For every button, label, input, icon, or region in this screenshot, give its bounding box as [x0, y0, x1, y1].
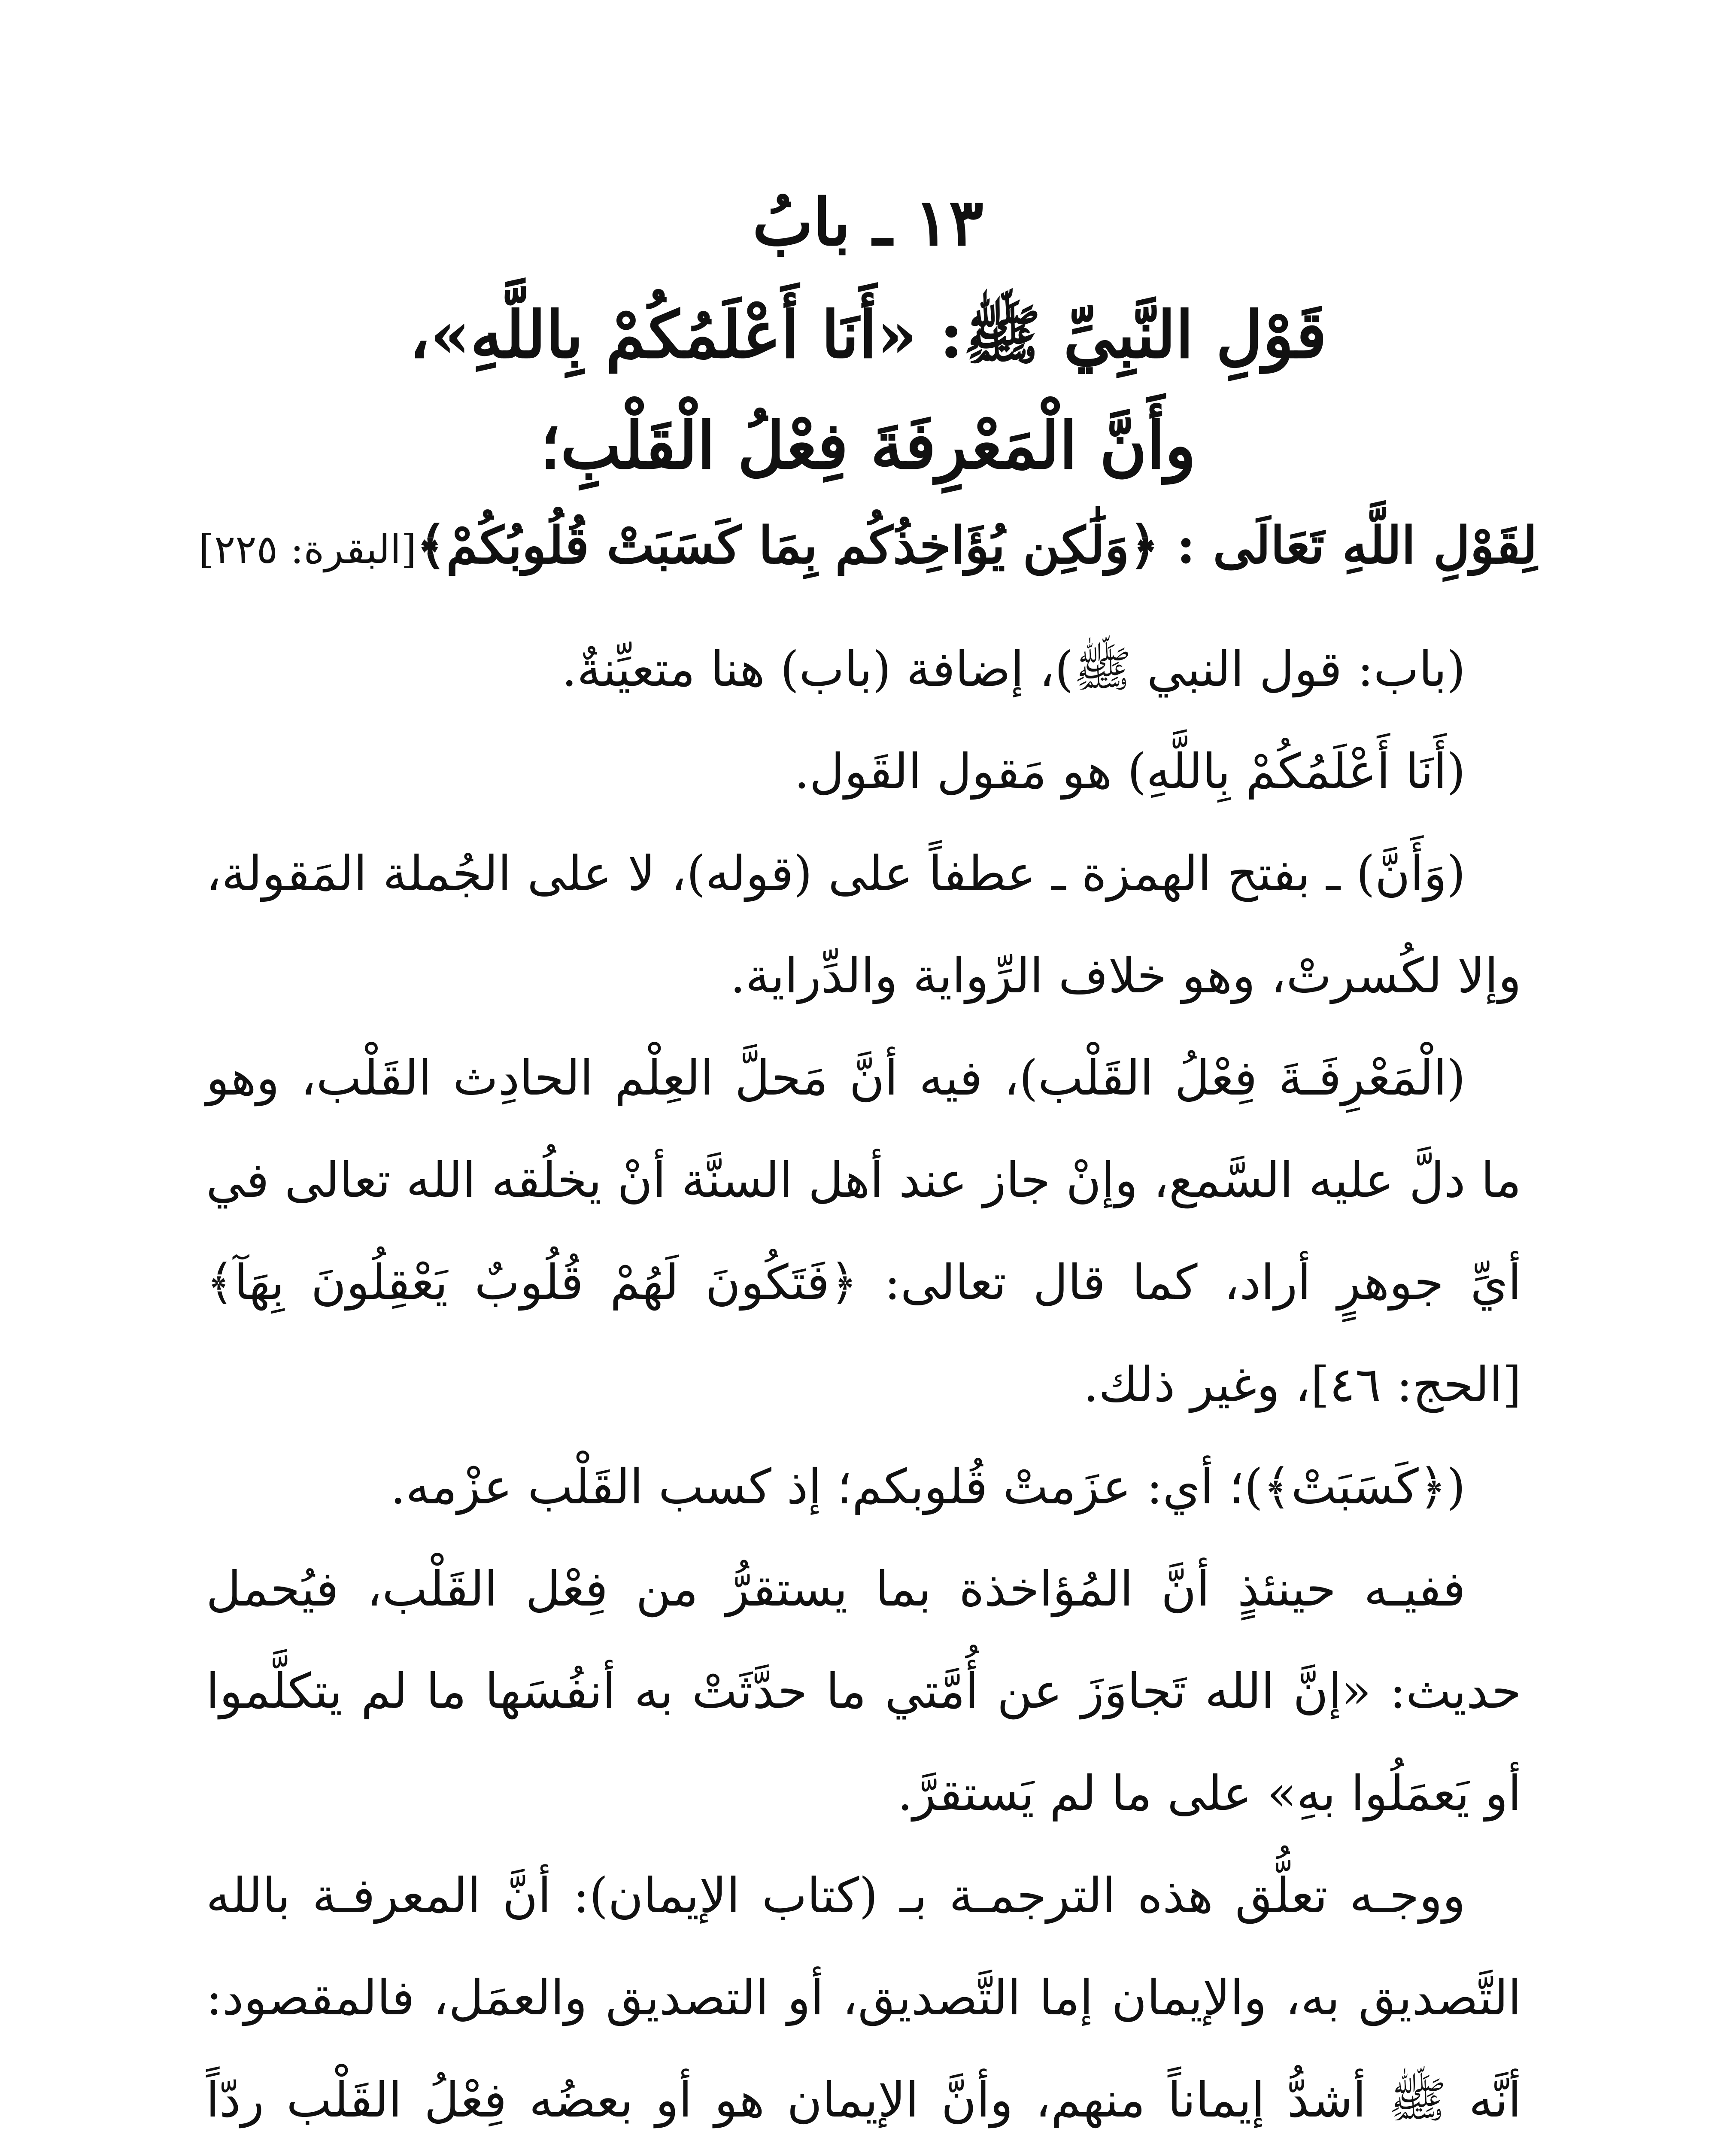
- chapter-title-line-1: قَوْلِ النَّبِيِّ ﷺ: «أَنَا أَعْلَمُكُمْ بِاللَّهِ»،: [409, 297, 1327, 373]
- paragraph-3: (وَأَنَّ) ـ بفتح الهمزة ـ عطفاً على (قوله)، لا على الجُملة المَقولة، وإلا لكُسرتْ، وهو خلاف الرِّواية والدِّراية.: [206, 846, 1521, 1004]
- paragraph-5: (﴿كَسَبَتْ﴾)؛ أي: عزَمتْ قُلوبكم؛ إذ كسب القَلْب عزْمه.: [390, 1459, 1466, 1515]
- verse-reference: [البقرة: ٢٢٥]: [198, 526, 417, 572]
- paragraph-2: (أَنَا أَعْلَمُكُمْ بِاللَّهِ) هو مَقول القَول.: [794, 744, 1466, 800]
- quran-verse-line: [0, 515, 1736, 575]
- paragraph-1: (باب: قول النبي ﷺ)، إضافة (باب) هنا متعيِّنةٌ.: [561, 642, 1466, 697]
- chapter-title-line-2: وأَنَّ الْمَعْرِفَةَ فِعْلُ الْقَلْبِ؛: [540, 408, 1196, 484]
- paragraph-6: ففيـه حينئذٍ أنَّ المُؤاخذة بما يستقرُّ من فِعْل القَلْب، فيُحمل حديث: «إنَّ الله تَجاوَزَ عن أُمَّتي ما حدَّثَتْ به أنفُسَها ما لم يتكلَّموا أو يَعمَلُوا بهِ» على ما لم يَستقرَّ.: [206, 1561, 1521, 1822]
- paragraph-4: (الْمَعْرِفَـةَ فِعْلُ القَلْب)، فيه أنَّ مَحلَّ العِلْم الحادِث القَلْب، وهو ما دلَّ عليه السَّمع، وإنْ جاز عند أهل السنَّة أنْ يخلُقه الله تعالى في أيِّ جوهرٍ أراد، كما قال تعالى: ﴿فَتَكُونَ لَهُمْ قُلُوبٌ يَعْقِلُونَ بِهَآ﴾[الحج: ٤٦]، وغير ذلك.: [206, 1050, 1522, 1413]
- commentary-body: [206, 618, 1521, 2147]
- paragraph-7: ووجـه تعلُّق هذه الترجمـة بـ (كتاب الإيمان): أنَّ المعرفـة بالله التَّصديق به، والإيمان إما التَّصديق، أو التصديق والعمَل، فالمقصود: أنَّه ﷺ أشدُّ إيماناً منهم، وأنَّ الإيمان هو أو بعضُه فِعْلُ القَلْب ردّاً: [206, 1868, 1521, 2128]
- chapter-number: ١٣ ـ بابُ: [752, 185, 984, 260]
- verse-intro: لِقَوْلِ اللَّهِ تَعَالَى : ﴿وَلَٰكِن يُؤَاخِذُكُم بِمَا كَسَبَتْ قُلُوبُكُمْ﴾: [416, 515, 1538, 575]
